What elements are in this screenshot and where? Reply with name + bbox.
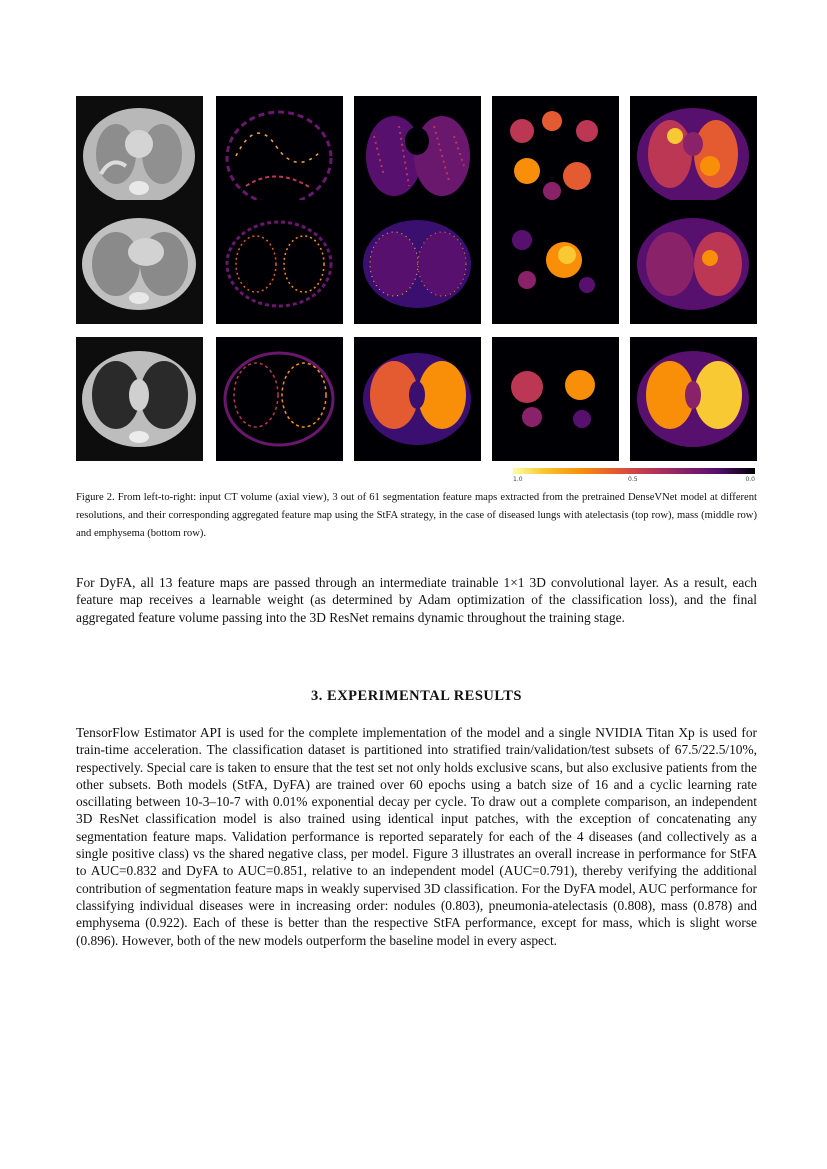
feature-map-image [354,200,481,324]
colorbar-tick: 1.0 [513,476,523,483]
ct-slice-image [76,337,203,461]
aggregated-map-image [630,200,757,324]
feature-map-image [216,200,343,324]
feature-map-image [492,200,619,324]
colorbar-tick: 0.5 [628,476,638,483]
aggregated-map-image [630,337,757,461]
figure-caption: Figure 2. From left-to-right: input CT volume (axial view), 3 out of 61 segmentation feature maps extracted from the pretrained DenseVNet model at different resolutions, and their corresponding aggregated feature map using the StFA strategy, in the case of diseased lungs with atelectasis (top row), mass (middle row) and emphysema (bottom row). [76,492,757,539]
feature-map-image [492,337,619,461]
ct-slice-image [76,200,203,324]
paragraph-dyfa: For DyFA, all 13 feature maps are passed through an intermediate trainable 1×1 3D convolutional layer. As a result, each feature map receives a learnable weight (as determined by Adam optimization of the classification loss), and the final aggregated feature volume passing into the 3D ResNet remains dynamic throughout the training stage. [76,575,757,625]
colorbar-ticks [513,474,755,484]
colorbar-tick: 0.0 [745,476,755,483]
feature-map-image [354,337,481,461]
colorbar [513,468,755,484]
paragraph-results: TensorFlow Estimator API is used for the complete implementation of the model and a single NVIDIA Titan Xp is used for train-time acceleration. The classification dataset is partitioned into stratified train/validation/test subsets of 67.5/22.5/10%, respectively. Special care is taken to ensure that the test set not only holds exclusive scans, but also exclusive patients from the other subsets. Both models (StFA, DyFA) are trained over 60 epochs using a batch size of 16 and a cyclic learning rate oscillating between 10-3–10-7 with 0.01% exponential decay per cycle. To draw out a complete comparison, an independent 3D ResNet classification model is also trained using identical input patches, with the exception of concatenating any segmentation feature maps. Validation performance is reported separately for each of the 4 diseases (and collectively as a single positive class) vs the shared negative class, per model. Figure 3 illustrates an overall increase in performance for StFA to AUC=0.832 and DyFA to AUC=0.851, relative to an independent model (AUC=0.791), thereby verifying the additional contribution of segmentation feature maps in weakly supervised 3D classification. For the DyFA model, AUC performance for classifying individual diseases were in increasing order: nodules (0.803), pneumonia-atelectasis (0.808), mass (0.878) and emphysema (0.922). Each of these is better than the respective StFA performance, except for mass, which is slight worse (0.896). However, both of the new models outperform the baseline model in every aspect. [76,725,757,948]
section-heading: 3. EXPERIMENTAL RESULTS [311,688,522,704]
feature-map-image [216,337,343,461]
